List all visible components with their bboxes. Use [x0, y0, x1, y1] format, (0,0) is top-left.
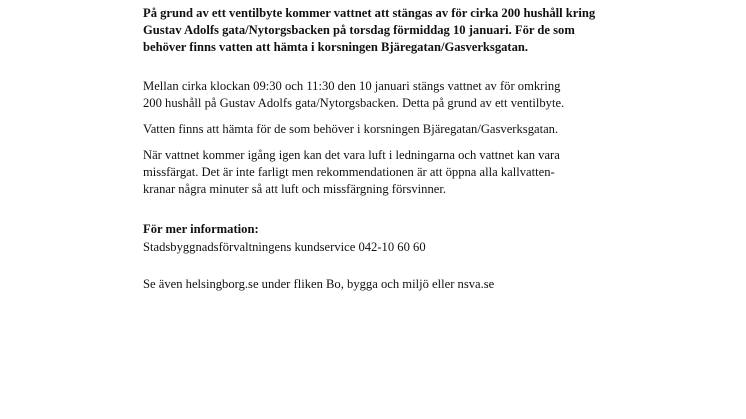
lead-line: behöver finns vatten att hämta i korsningen Bjäregatan/Gasverksgatan.	[143, 40, 529, 54]
lead-paragraph	[143, 5, 623, 56]
lead-line: På grund av ett ventilbyte kommer vattnet att stängas av för cirka 200 hushåll kring	[143, 6, 596, 20]
body-line: missfärgat. Det är inte farligt men rekommendationen är att öppna alla kallvatten-	[143, 165, 555, 179]
see-also-text: Se även helsingborg.se under fliken Bo, bygga och miljö eller nsva.se	[143, 277, 495, 291]
body-line: Mellan cirka klockan 09:30 och 11:30 den 10 januari stängs vattnet av för omkring	[143, 79, 561, 93]
body-paragraph-schedule	[143, 78, 623, 112]
body-line: kranar några minuter så att luft och missfärgning försvinner.	[143, 182, 446, 196]
body-paragraph-discoloration	[143, 147, 623, 198]
body-line: 200 hushåll på Gustav Adolfs gata/Nytorgsbacken. Detta på grund av ett ventilbyte.	[143, 96, 565, 110]
info-heading: För mer information:	[143, 222, 259, 236]
lead-line: Gustav Adolfs gata/Nytorgsbacken på torsdag förmiddag 10 januari. För de som	[143, 23, 575, 37]
info-contact: Stadsbyggnadsförvaltningens kundservice 042-10 60 60	[143, 240, 426, 254]
body-paragraph-water-pickup: Vatten finns att hämta för de som behöver i korsningen Bjäregatan/Gasverksgatan.	[143, 122, 559, 136]
body-line: När vattnet kommer igång igen kan det vara luft i ledningarna och vattnet kan vara	[143, 148, 560, 162]
